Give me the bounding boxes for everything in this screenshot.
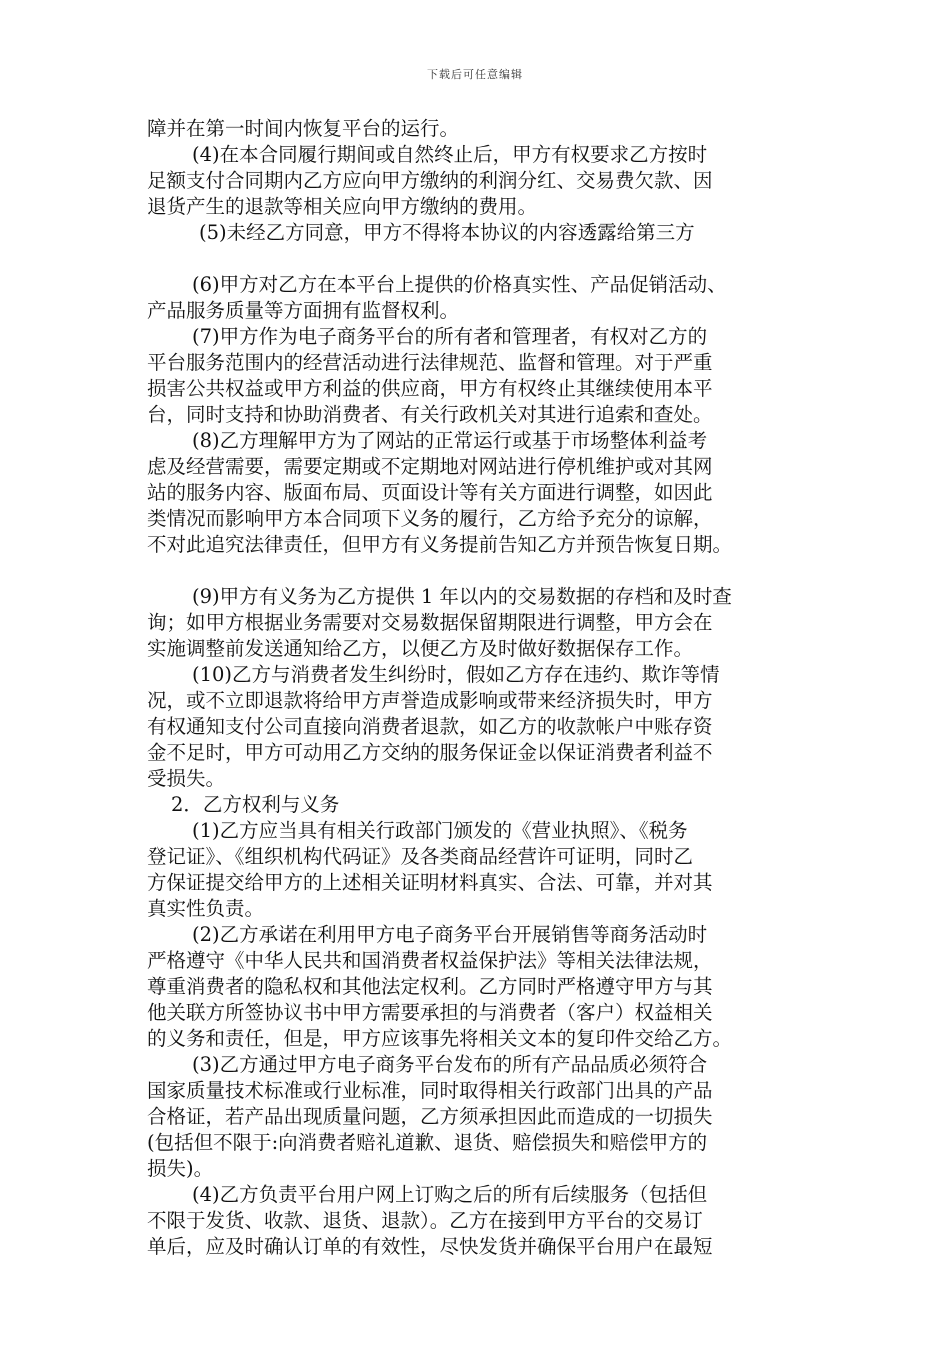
text-line: 类情况而影响甲方本合同项下义务的履行，乙方给予充分的谅解， <box>147 507 713 530</box>
text-line: 障并在第一时间内恢复平台的运行。 <box>147 117 460 140</box>
text-line: (包括但不限于:向消费者赔礼道歉、退货、赔偿损失和赔偿甲方的 <box>147 1131 708 1154</box>
text-line: 金不足时，甲方可动用乙方交纳的服务保证金以保证消费者利益不 <box>147 741 713 764</box>
text-line: (6)甲方对乙方在本平台上提供的价格真实性、产品促销活动、 <box>192 273 727 296</box>
blank-line <box>147 558 823 584</box>
text-line: 不对此追究法律责任，但甲方有义务提前告知乙方并预告恢复日期。 <box>147 533 733 556</box>
text-line: (9)甲方有义务为乙方提供 1 年以内的交易数据的存档和及时查 <box>192 585 732 608</box>
section-heading: 2．乙方权利与义务 <box>171 793 340 816</box>
text-line: (4)乙方负责平台用户网上订购之后的所有后续服务（包括但 <box>192 1183 708 1206</box>
text-line: 的义务和责任，但是，甲方应该事先将相关文本的复印件交给乙方。 <box>147 1027 733 1050</box>
text-line: (5)未经乙方同意，甲方不得将本协议的内容透露给第三方 <box>199 221 695 244</box>
text-line: (3)乙方通过甲方电子商务平台发布的所有产品品质必须符合 <box>192 1053 708 1076</box>
text-line: 退货产生的退款等相关应向甲方缴纳的费用。 <box>147 195 538 218</box>
text-line: 真实性负责。 <box>147 897 265 920</box>
text-line: 受损失。 <box>147 767 226 790</box>
text-line: 询；如甲方根据业务需要对交易数据保留期限进行调整，甲方会在 <box>147 611 713 634</box>
text-line: 足额支付合同期内乙方应向甲方缴纳的利润分红、交易费欠款、因 <box>147 169 713 192</box>
text-line: 他关联方所签协议书中甲方需要承担的与消费者（客户）权益相关 <box>147 1001 713 1024</box>
text-line: (1)乙方应当具有相关行政部门颁发的《营业执照》、《税务 <box>192 819 688 842</box>
text-line: (2)乙方承诺在利用甲方电子商务平台开展销售等商务活动时 <box>192 923 708 946</box>
text-line: 不限于发货、收款、退货、退款）。乙方在接到甲方平台的交易订 <box>147 1209 703 1232</box>
page-header-note: 下载后可任意编辑 <box>427 68 523 81</box>
text-line: 合格证，若产品出现质量问题，乙方须承担因此而造成的一切损失 <box>147 1105 713 1128</box>
text-line: 登记证》、《组织机构代码证》及各类商品经营许可证明，同时乙 <box>147 845 694 868</box>
text-line: 台，同时支持和协助消费者、有关行政机关对其进行追索和查处。 <box>147 403 713 426</box>
text-line: 损害公共权益或甲方利益的供应商，甲方有权终止其继续使用本平 <box>147 377 713 400</box>
text-line: 严格遵守《中华人民共和国消费者权益保护法》等相关法律法规， <box>147 949 713 972</box>
text-line: 站的服务内容、版面布局、页面设计等有关方面进行调整，如因此 <box>147 481 713 504</box>
text-line: 方保证提交给甲方的上述相关证明材料真实、合法、可靠，并对其 <box>147 871 713 894</box>
text-line: (4)在本合同履行期间或自然终止后，甲方有权要求乙方按时 <box>192 143 708 166</box>
text-line: 实施调整前发送通知给乙方，以便乙方及时做好数据保存工作。 <box>147 637 694 660</box>
text-line: (7)甲方作为电子商务平台的所有者和管理者，有权对乙方的 <box>192 325 708 348</box>
text-line: 单后，应及时确认订单的有效性，尽快发货并确保平台用户在最短 <box>147 1235 713 1258</box>
text-line: 国家质量技术标准或行业标准，同时取得相关行政部门出具的产品 <box>147 1079 713 1102</box>
blank-line <box>147 246 823 272</box>
text-line: 平台服务范围内的经营活动进行法律规范、监督和管理。对于严重 <box>147 351 713 374</box>
text-line: 损失)。 <box>147 1157 214 1180</box>
text-line: 尊重消费者的隐私权和其他法定权利。乙方同时严格遵守甲方与其 <box>147 975 713 998</box>
text-line: (10)乙方与消费者发生纠纷时，假如乙方存在违约、欺诈等情 <box>192 663 720 686</box>
text-line: 有权通知支付公司直接向消费者退款，如乙方的收款帐户中账存资 <box>147 715 713 738</box>
text-line: (8)乙方理解甲方为了网站的正常运行或基于市场整体利益考 <box>192 429 708 452</box>
text-line: 产品服务质量等方面拥有监督权利。 <box>147 299 460 322</box>
text-line: 况，或不立即退款将给甲方声誉造成影响或带来经济损失时，甲方 <box>147 689 713 712</box>
text-line: 虑及经营需要，需要定期或不定期地对网站进行停机维护或对其网 <box>147 455 713 478</box>
document-body <box>147 116 823 1260</box>
